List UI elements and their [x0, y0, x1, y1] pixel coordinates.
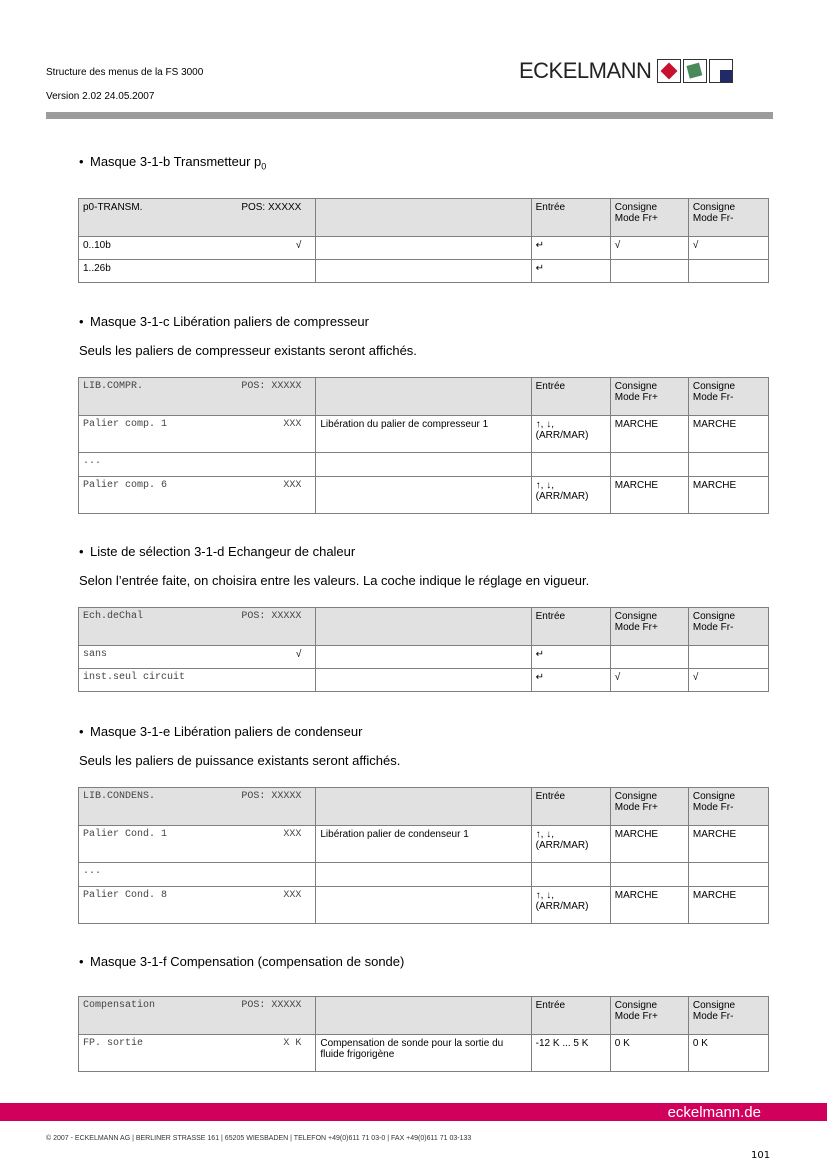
row-desc: [316, 260, 531, 283]
fr-plus-value: MARCHE: [610, 887, 688, 924]
entree-header: Entrée: [531, 997, 610, 1035]
lcd-value: Palier comp. 1: [83, 419, 168, 430]
fr-minus-header: Consigne Mode Fr-: [688, 997, 768, 1035]
lcd-title: LIB.COMPR.: [83, 381, 144, 392]
lcd-placeholder: XXX: [283, 890, 302, 901]
row-desc: [316, 237, 531, 260]
logo-wordmark: ECKELMANN: [519, 58, 652, 83]
checkmark: √: [295, 240, 302, 251]
table-header-row: [79, 378, 769, 416]
entree-header: Entrée: [531, 378, 610, 416]
fr-plus-value: √: [610, 669, 688, 692]
logo-blue-square-icon: [709, 59, 733, 83]
footer-url: eckelmann.de: [667, 1104, 761, 1121]
section-desc-3-1-e: Seuls les paliers de puissance existants seront affichés.: [79, 753, 401, 768]
lcd-value: FP. sortie: [83, 1038, 144, 1049]
lcd-value: Palier Cond. 1: [83, 829, 168, 840]
table-header-row: [79, 788, 769, 826]
fr-plus-value: MARCHE: [610, 826, 688, 863]
lcd-placeholder: XXX: [283, 829, 302, 840]
table-row: [79, 416, 769, 453]
enter-key-icon: ↵: [531, 646, 610, 669]
row-desc: [316, 646, 531, 669]
lcd-title: LIB.CONDENS.: [83, 791, 156, 802]
eckelmann-logo: [519, 56, 735, 86]
fr-minus-value: √: [688, 237, 768, 260]
row-desc: Libération palier de condenseur 1: [316, 826, 531, 863]
section-title-3-1-e: • Masque 3-1-e Libération paliers de condenseur: [79, 724, 363, 739]
lcd-value: 1..26b: [83, 263, 111, 274]
row-desc: [316, 477, 531, 514]
document-title: Structure des menus de la FS 3000: [46, 67, 204, 78]
table-row: [79, 260, 769, 283]
lcd-title: p0-TRANSM.: [83, 202, 143, 213]
fr-plus-value: MARCHE: [610, 477, 688, 514]
row-desc: [316, 669, 531, 692]
lcd-ellipsis: ...: [83, 866, 102, 877]
fr-minus-header: Consigne Mode Fr-: [688, 199, 768, 237]
table-row: [79, 1035, 769, 1072]
table-row: [79, 887, 769, 924]
logo-squares: [657, 59, 735, 83]
section-desc-3-1-c: Seuls les paliers de compresseur existants seront affichés.: [79, 343, 417, 358]
desc-header: [316, 788, 531, 826]
lcd-value: sans: [83, 649, 108, 660]
fr-minus-header: Consigne Mode Fr-: [688, 788, 768, 826]
enter-key-icon: ↵: [531, 260, 610, 283]
footer-copyright: © 2007 - ECKELMANN AG | BERLINER STRASSE 161 | 65205 WIESBADEN | TELEFON +49(0)611 71 03-0 | FAX +49(0)611 71 03-133: [46, 1135, 472, 1142]
lcd-title: Compensation: [83, 1000, 156, 1011]
fr-plus-header: Consigne Mode Fr+: [610, 788, 688, 826]
fr-plus-value: MARCHE: [610, 416, 688, 453]
lcd-pos: POS: XXXXX: [241, 202, 302, 213]
fr-plus-value: [610, 260, 688, 283]
fr-plus-header: Consigne Mode Fr+: [610, 997, 688, 1035]
entree-header: Entrée: [531, 788, 610, 826]
checkmark: [301, 263, 311, 274]
lcd-ellipsis: ...: [83, 456, 102, 467]
menu-table-3-1-c: [78, 377, 769, 514]
fr-minus-header: Consigne Mode Fr-: [688, 608, 768, 646]
fr-plus-value: 0 K: [610, 1035, 688, 1072]
entree-header: Entrée: [531, 199, 610, 237]
lcd-pos: POS: XXXXX: [241, 791, 302, 802]
lcd-placeholder: XXX: [283, 480, 302, 491]
fr-plus-header: Consigne Mode Fr+: [610, 608, 688, 646]
table-row: [79, 646, 769, 669]
fr-plus-value: [610, 646, 688, 669]
section-title-3-1-d: • Liste de sélection 3-1-d Echangeur de chaleur: [79, 544, 356, 559]
fr-minus-header: Consigne Mode Fr-: [688, 378, 768, 416]
page-number: 101: [751, 1150, 771, 1161]
header-divider-bar: [46, 112, 773, 119]
arrow-keys-entry: ↑, ↓, (ARR/MAR): [531, 477, 610, 514]
lcd-value: Palier comp. 6: [83, 480, 168, 491]
lcd-value: Palier Cond. 8: [83, 890, 168, 901]
fr-minus-value: MARCHE: [688, 416, 768, 453]
lcd-value: inst.seul circuit: [83, 672, 186, 683]
arrow-keys-entry: ↑, ↓, (ARR/MAR): [531, 416, 610, 453]
menu-table-3-1-f: [78, 996, 769, 1072]
fr-minus-value: [688, 260, 768, 283]
table-header-row: [79, 199, 769, 237]
desc-header: [316, 997, 531, 1035]
arrow-keys-entry: ↑, ↓, (ARR/MAR): [531, 826, 610, 863]
menu-table-3-1-b: [78, 198, 769, 283]
fr-minus-value: MARCHE: [688, 887, 768, 924]
table-header-row: [79, 608, 769, 646]
lcd-pos: POS: XXXXX: [241, 1000, 302, 1011]
fr-minus-value: MARCHE: [688, 477, 768, 514]
fr-minus-value: √: [688, 669, 768, 692]
entree-header: Entrée: [531, 608, 610, 646]
row-desc: Libération du palier de compresseur 1: [316, 416, 531, 453]
row-desc: Compensation de sonde pour la sortie du fluide frigorigène: [316, 1035, 531, 1072]
lcd-value: 0..10b: [83, 240, 111, 251]
logo-red-diamond-icon: [657, 59, 681, 83]
lcd-placeholder: XXX: [283, 419, 302, 430]
section-title-3-1-c: • Masque 3-1-c Libération paliers de compresseur: [79, 314, 369, 329]
fr-minus-value: [688, 646, 768, 669]
lcd-placeholder: X K: [283, 1038, 302, 1049]
menu-table-3-1-d: [78, 607, 769, 692]
section-desc-3-1-d: Selon l’entrée faite, on choisira entre les valeurs. La coche indique le réglage en vigueur.: [79, 573, 590, 588]
table-row: [79, 863, 769, 887]
section-title-3-1-f: • Masque 3-1-f Compensation (compensation de sonde): [79, 954, 405, 969]
lcd-pos: POS: XXXXX: [241, 381, 302, 392]
enter-key-icon: ↵: [531, 237, 610, 260]
checkmark: √: [295, 649, 302, 660]
table-row: [79, 669, 769, 692]
arrow-keys-entry: ↑, ↓, (ARR/MAR): [531, 887, 610, 924]
fr-minus-value: MARCHE: [688, 826, 768, 863]
enter-key-icon: ↵: [531, 669, 610, 692]
section-title-3-1-b: • Masque 3-1-b Transmetteur $p_0$: [79, 154, 267, 172]
desc-header: [316, 608, 531, 646]
lcd-title: Ech.deChal: [83, 611, 144, 622]
row-desc: [316, 887, 531, 924]
fr-plus-value: √: [610, 237, 688, 260]
table-row: [79, 453, 769, 477]
table-header-row: [79, 997, 769, 1035]
desc-header: [316, 378, 531, 416]
table-row: [79, 477, 769, 514]
fr-minus-value: 0 K: [688, 1035, 768, 1072]
fr-plus-header: Consigne Mode Fr+: [610, 378, 688, 416]
fr-plus-header: Consigne Mode Fr+: [610, 199, 688, 237]
checkmark: [301, 672, 311, 683]
document-version: Version 2.02 24.05.2007: [46, 91, 155, 102]
range-entry: -12 K ... 5 K: [531, 1035, 610, 1072]
logo-green-square-icon: [683, 59, 707, 83]
table-row: [79, 237, 769, 260]
lcd-pos: POS: XXXXX: [241, 611, 302, 622]
menu-table-3-1-e: [78, 787, 769, 924]
table-row: [79, 826, 769, 863]
desc-header: [316, 199, 531, 237]
